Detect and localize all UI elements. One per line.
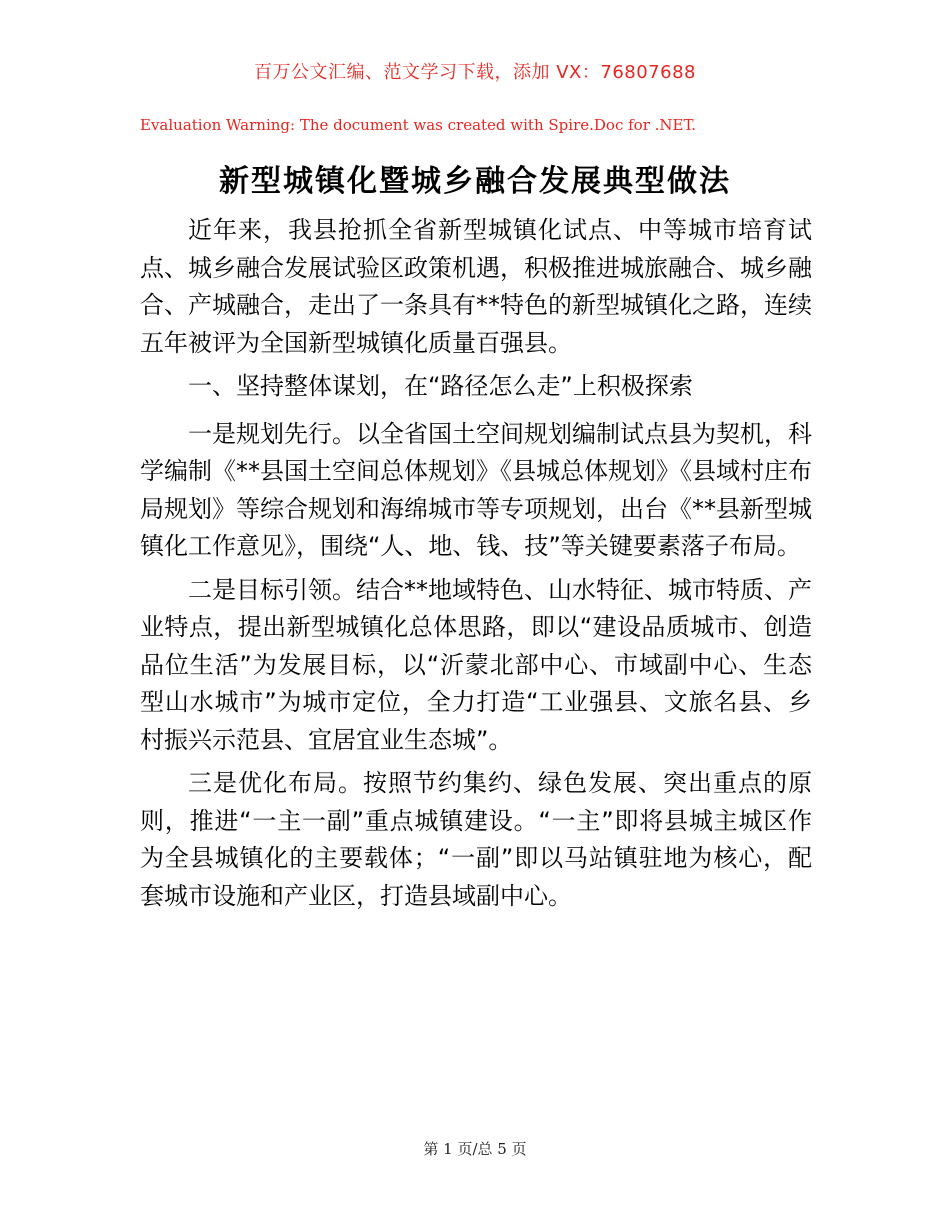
- paragraph-intro: 近年来，我县抢抓全省新型城镇化试点、中等城市培育试点、城乡融合发展试验区政策机遇，积极推进城旅融合、城乡融合、产城融合，走出了一条具有**特色的新型城镇化之路，连续五年被评为全国新型城镇化质量百强县。: [140, 216, 812, 357]
- evaluation-warning: Evaluation Warning: The document was created with Spire.Doc for .NET.: [140, 116, 697, 134]
- paragraph-goals: 二是目标引领。结合**地域特色、山水特征、城市特质、产业特点，提出新型城镇化总体思路，即以“建设品质城市、创造品位生活”为发展目标，以“沂蒙北部中心、市域副中心、生态型山水城市”为城市定位，全力打造“工业强县、文旅名县、乡村振兴示范县、宜居宜业生态城”。: [140, 575, 812, 754]
- document-body: [140, 212, 812, 921]
- page-number-footer: 第 1 页/总 5 页: [423, 1140, 527, 1158]
- promo-banner: 百万公文汇编、范文学习下载，添加 VX：76807688: [254, 62, 696, 83]
- document-title: 新型城镇化暨城乡融合发展典型做法: [219, 164, 731, 199]
- section-heading-1: 一、坚持整体谋划，在“路径怎么走”上积极探索: [188, 372, 693, 400]
- paragraph-layout: 三是优化布局。按照节约集约、绿色发展、突出重点的原则，推进“一主一副”重点城镇建设。“一主”即将县城主城区作为全县城镇化的主要载体；“一副”即以马站镇驻地为核心，配套城市设施和产业区，打造县域副中心。: [140, 769, 812, 910]
- paragraph-planning: 一是规划先行。以全省国土空间规划编制试点县为契机，科学编制《**县国土空间总体规划》《县城总体规划》《县域村庄布局规划》等综合规划和海绵城市等专项规划，出台《**县新型城镇化工作意见》，围绕“人、地、钱、技”等关键要素落子布局。: [140, 419, 812, 560]
